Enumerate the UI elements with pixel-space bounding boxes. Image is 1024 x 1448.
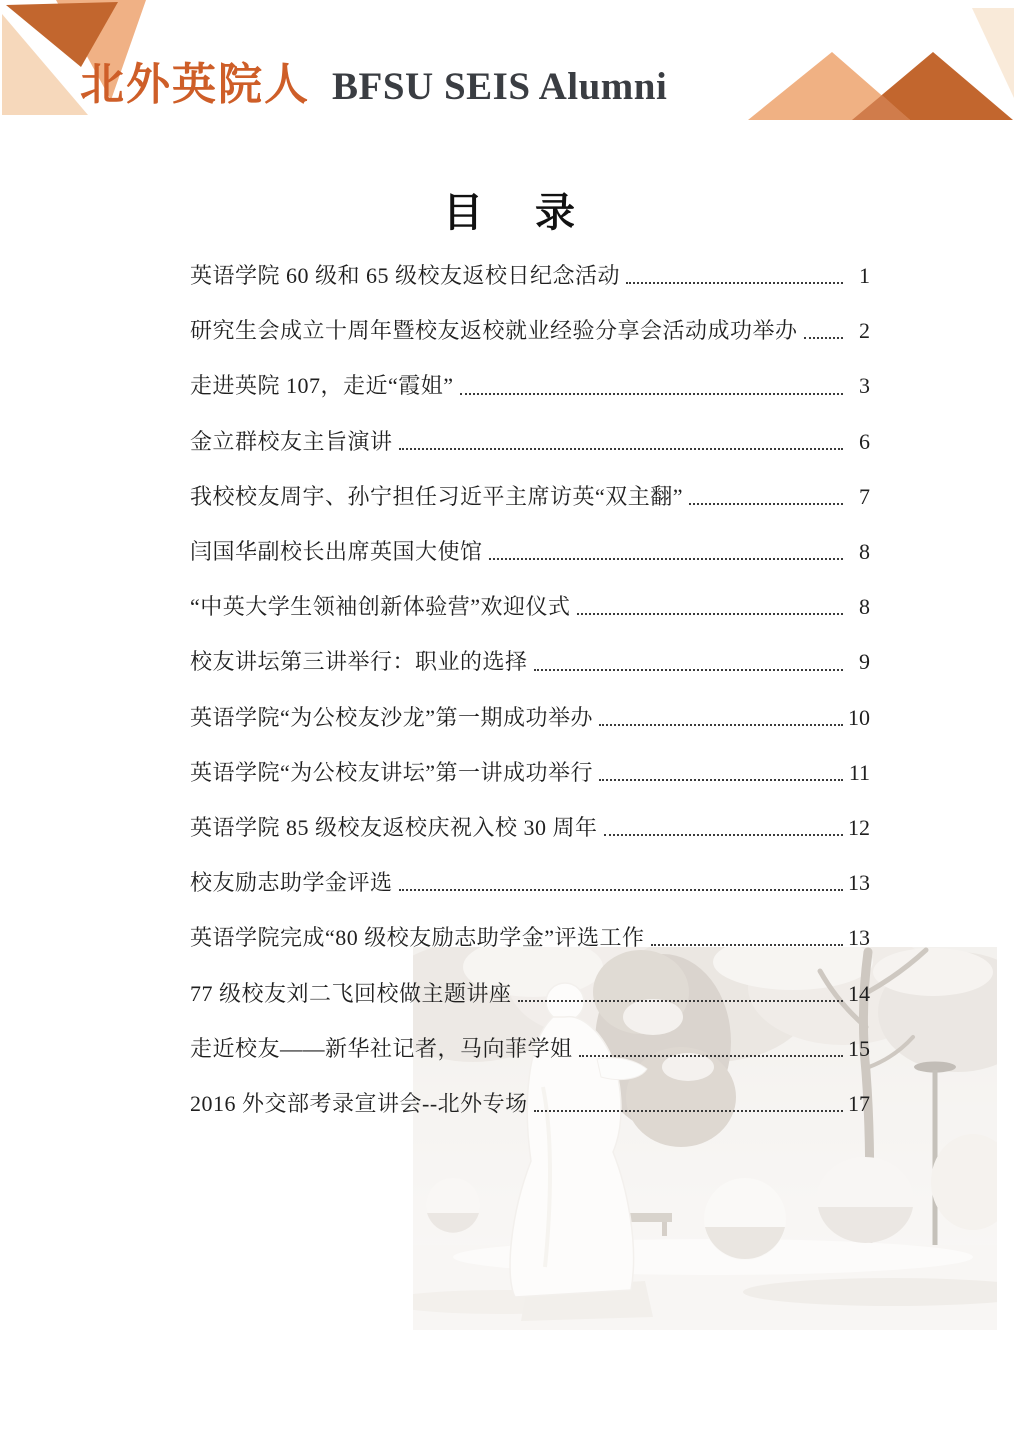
toc-entry[interactable]: [190, 355, 870, 410]
dot-leader: [399, 446, 843, 450]
toc-entry-page: 11: [848, 759, 870, 785]
toc-entry-page: 2: [859, 318, 870, 344]
toc-entry[interactable]: [190, 797, 870, 852]
dot-leader: [579, 1053, 843, 1057]
toc-entry-page: 13: [848, 870, 870, 896]
page-header: [0, 0, 1024, 135]
brand-chinese-title: 北外英院人: [80, 60, 310, 109]
dot-leader: [399, 887, 843, 891]
toc-entry-page: 12: [848, 814, 870, 840]
dot-leader: [604, 832, 843, 836]
toc-entry[interactable]: [190, 1073, 870, 1128]
toc-entry-title: 走近校友——新华社记者，马向菲学姐: [190, 1035, 573, 1061]
toc-entry-title: 英语学院 85 级校友返校庆祝入校 30 周年: [190, 814, 598, 840]
toc-entry-title: 英语学院“为公校友讲坛”第一讲成功举行: [190, 759, 594, 785]
toc-entry-title: 走进英院 107，走近“霞姐”: [190, 373, 454, 399]
toc-entry[interactable]: [190, 466, 870, 521]
dot-leader: [518, 998, 843, 1002]
toc-title: 目 录: [443, 190, 581, 235]
toc-entry-page: 10: [848, 704, 870, 730]
toc-entry-title: 闫国华副校长出席英国大使馆: [190, 539, 483, 565]
toc-entry-page: 7: [859, 483, 870, 509]
toc-entry-page: 14: [848, 980, 870, 1006]
toc-entry[interactable]: [190, 962, 870, 1017]
toc-entry-title: 金立群校友主旨演讲: [190, 428, 393, 454]
dot-leader: [534, 667, 843, 671]
toc-entry-title: 2016 外交部考录宣讲会--北外专场: [190, 1090, 528, 1116]
toc-entry-page: 9: [859, 649, 870, 675]
toc-entry-title: 研究生会成立十周年暨校友返校就业经验分享会活动成功举办: [190, 318, 798, 344]
toc-entry-page: 1: [859, 263, 870, 289]
toc-entry-title: 我校校友周宇、孙宁担任习近平主席访英“双主翻”: [190, 483, 684, 509]
toc-entry-title: “中英大学生领袖创新体验营”欢迎仪式: [190, 594, 571, 620]
brand-english-title: BFSU SEIS Alumni: [332, 65, 668, 108]
toc-entry-title: 英语学院完成“80 级校友励志助学金”评选工作: [190, 925, 645, 951]
dot-leader: [804, 335, 843, 339]
toc-entry[interactable]: [190, 1018, 870, 1073]
table-of-contents: [190, 245, 870, 1128]
toc-entry-page: 13: [848, 925, 870, 951]
toc-entry[interactable]: [190, 411, 870, 466]
dot-leader: [460, 391, 843, 395]
dot-leader: [626, 280, 843, 284]
toc-entry-page: 15: [848, 1035, 870, 1061]
toc-entry-page: 3: [859, 373, 870, 399]
toc-entry-title: 校友励志助学金评选: [190, 870, 393, 896]
brand: [80, 48, 667, 112]
dot-leader: [599, 777, 843, 781]
toc-entry-page: 17: [848, 1090, 870, 1116]
toc-entry-title: 英语学院 60 级和 65 级校友返校日纪念活动: [190, 263, 621, 289]
triangle-decoration-top-right: [722, 0, 1024, 122]
dot-leader: [489, 556, 843, 560]
toc-entry-page: 6: [859, 428, 870, 454]
toc-entry[interactable]: [190, 576, 870, 631]
toc-entry-page: 8: [859, 594, 870, 620]
toc-entry[interactable]: [190, 742, 870, 797]
toc-entry-page: 8: [859, 539, 870, 565]
toc-entry[interactable]: [190, 521, 870, 576]
toc-entry[interactable]: [190, 852, 870, 907]
dot-leader: [599, 722, 843, 726]
toc-entry[interactable]: [190, 300, 870, 355]
toc-entry-title: 英语学院“为公校友沙龙”第一期成功举办: [190, 704, 594, 730]
snow-ground: [413, 1239, 997, 1330]
dot-leader: [651, 942, 843, 946]
dot-leader: [577, 611, 843, 615]
toc-entry-title: 校友讲坛第三讲举行：职业的选择: [190, 649, 528, 675]
toc-entry[interactable]: [190, 907, 870, 962]
dot-leader: [689, 501, 843, 505]
dot-leader: [534, 1108, 843, 1112]
toc-entry-title: 77 级校友刘二飞回校做主题讲座: [190, 980, 512, 1006]
toc-entry[interactable]: [190, 631, 870, 686]
toc-entry[interactable]: [190, 687, 870, 742]
toc-entry[interactable]: [190, 245, 870, 300]
